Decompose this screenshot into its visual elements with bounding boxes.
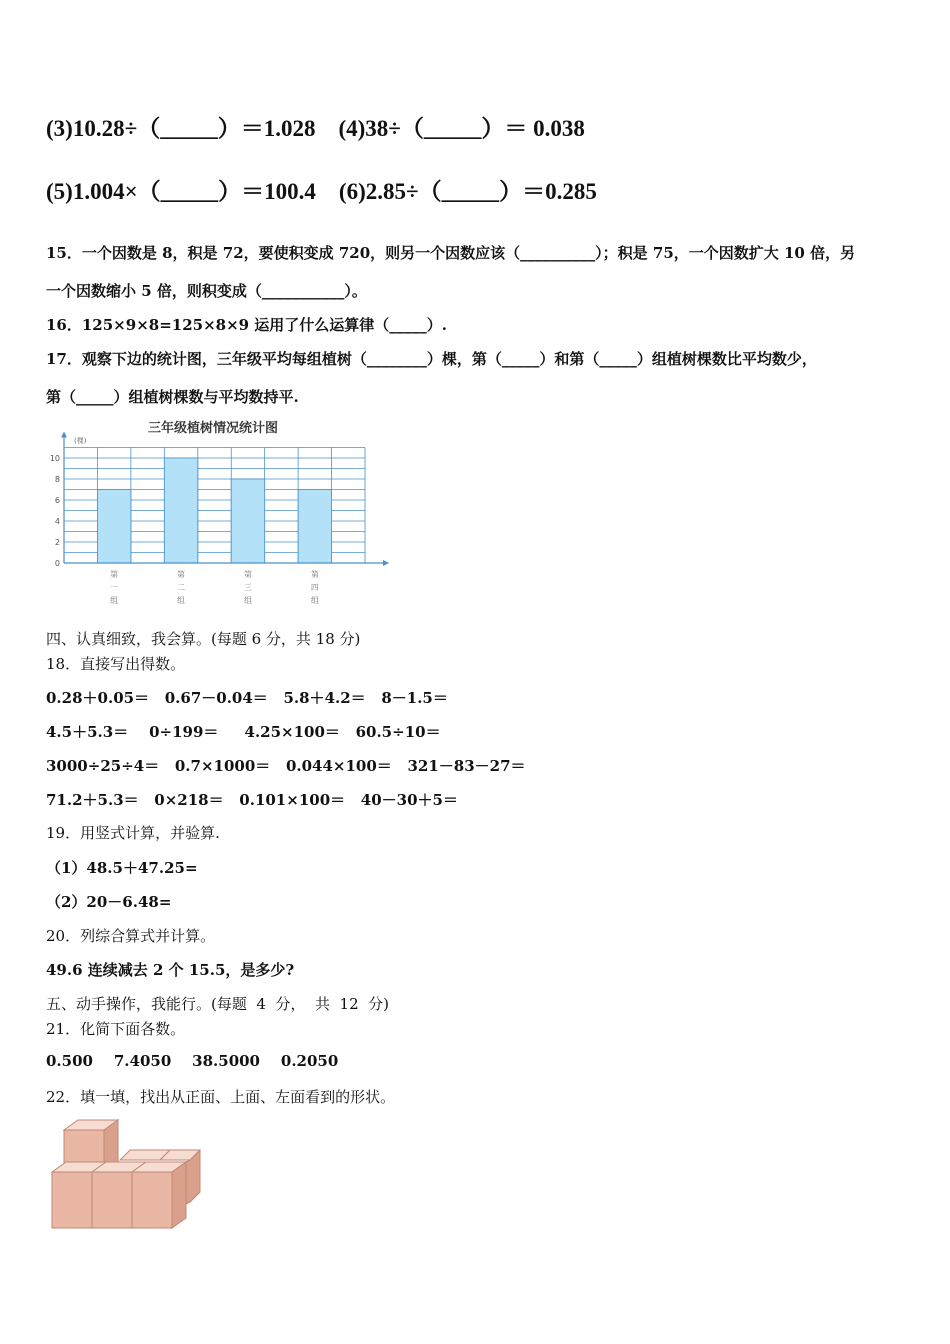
question-14-part-1: (3)10.28÷（_____）＝1.028 (4)38÷（_____）＝ 0.038 xyxy=(46,116,585,141)
question-18-row: 71.2＋5.3＝ 0×218＝ 0.101×100＝ 40－30＋5＝ xyxy=(46,791,458,809)
x-axis-arrow xyxy=(383,560,389,566)
bar-3 xyxy=(231,479,264,563)
question-18-title: 18．直接写出得数。 xyxy=(46,655,186,673)
section-5-title: 五、动手操作，我能行。(每题 4 分， 共 12 分) xyxy=(46,995,390,1013)
question-21-values: 0.500 7.4050 38.5000 0.2050 xyxy=(46,1052,339,1070)
question-15-line-2: 一个因数缩小 5 倍，则积变成（___________）。 xyxy=(46,282,367,300)
bar-4 xyxy=(298,490,331,564)
y-tick-label: 4 xyxy=(54,517,60,526)
question-19-item-2: （2）20－6.48= xyxy=(46,893,172,911)
category-label: 三 xyxy=(243,583,252,592)
category-label: 第 xyxy=(110,570,119,579)
y-axis-unit-label: (棵) xyxy=(74,437,87,445)
category-label: 四 xyxy=(310,583,319,592)
question-20-text: 49.6 连续减去 2 个 15.5，是多少? xyxy=(46,961,295,979)
question-21-title: 21．化简下面各数。 xyxy=(46,1020,186,1038)
question-17-line-1: 17．观察下边的统计图，三年级平均每组植树（________）棵，第（_____）和第（_____）组植树棵数比平均数少， xyxy=(46,350,817,368)
question-15-line-1: 15．一个因数是 8，积是 72，要使积变成 720，则另一个因数应该（__________）；积是 75，一个因数扩大 10 倍，另 xyxy=(46,244,856,262)
category-label: 组 xyxy=(177,596,186,605)
category-label: 组 xyxy=(310,596,319,605)
question-19-item-1: （1）48.5＋47.25= xyxy=(46,859,198,877)
bar-2 xyxy=(164,458,197,563)
y-tick-label: 0 xyxy=(54,559,60,568)
y-tick-label: 10 xyxy=(49,454,60,463)
bar-1 xyxy=(97,490,130,564)
question-20-title: 20．列综合算式并计算。 xyxy=(46,927,216,945)
y-tick-label: 8 xyxy=(54,475,60,484)
category-label: 一 xyxy=(110,583,119,592)
question-14-part-2: (5)1.004×（_____）＝100.4 (6)2.85÷（_____）＝0.285 xyxy=(46,179,597,204)
question-22-title: 22．填一填，找出从正面、上面、左面看到的形状。 xyxy=(46,1088,396,1106)
category-label: 第 xyxy=(243,570,252,579)
y-tick-label: 2 xyxy=(54,538,60,547)
question-16: 16．125×9×8=125×8×9 运用了什么运算律（_____）. xyxy=(46,316,448,334)
category-label: 第 xyxy=(177,570,186,579)
question-18-row: 0.28＋0.05＝ 0.67－0.04＝ 5.8＋4.2＝ 8－1.5＝ xyxy=(46,689,448,707)
chart-title: 三年级植树情况统计图 xyxy=(147,421,279,436)
stacked-cubes-figure xyxy=(46,1118,206,1236)
question-18-row: 3000÷25÷4＝ 0.7×1000＝ 0.044×100＝ 321－83－27＝ xyxy=(46,757,526,775)
category-label: 组 xyxy=(110,596,119,605)
y-axis-arrow xyxy=(61,432,67,438)
tree-planting-bar-chart xyxy=(46,415,391,610)
y-tick-label: 6 xyxy=(54,496,60,505)
question-19-title: 19．用竖式计算，并验算. xyxy=(46,824,220,842)
question-18-row: 4.5＋5.3＝ 0÷199＝ 4.25×100＝ 60.5÷10＝ xyxy=(46,723,441,741)
category-label: 第 xyxy=(310,570,319,579)
category-label: 组 xyxy=(243,596,252,605)
question-17-line-2: 第（_____）组植树棵数与平均数持平. xyxy=(46,388,299,406)
category-label: 二 xyxy=(177,583,186,592)
section-4-title: 四、认真细致，我会算。(每题 6 分，共 18 分) xyxy=(46,630,361,648)
